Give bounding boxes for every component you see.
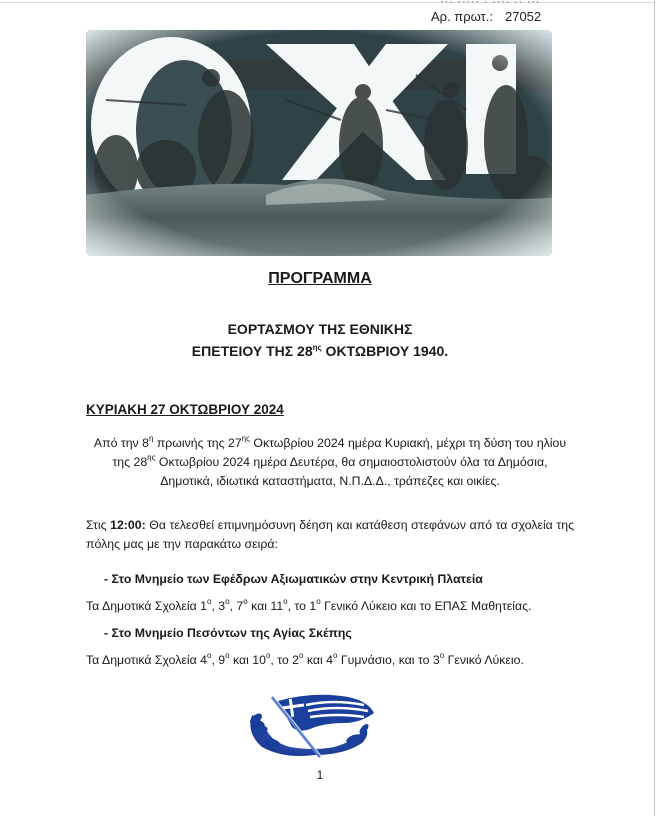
superscript: ο	[332, 651, 338, 660]
greek-flag-laurel-emblem-icon	[244, 693, 380, 759]
subtitle-line-1: ΕΟΡΤΑΣΜΟΥ ΤΗΣ ΕΘΝΙΚΗΣ	[227, 321, 413, 337]
superscript: ο	[225, 651, 230, 660]
protocol-number	[431, 9, 541, 24]
oxi-banner-image	[86, 30, 552, 256]
text: , 7	[229, 599, 244, 613]
page-number: 1	[316, 768, 324, 782]
subtitle-text: ΕΠΕΤΕΙΟΥ ΤΗΣ 28	[191, 343, 313, 359]
text: Από την 8	[93, 436, 149, 450]
location-1-schools	[86, 599, 531, 613]
superscript: ο	[299, 651, 304, 660]
text: Οκτωβρίου 2024 ημέρα Κυριακή, μέχρι τη δύση του ηλίου της 28	[112, 436, 567, 469]
document-subtitle	[0, 318, 640, 362]
location-2-heading: - Στο Μνημείο Πεσόντων της Αγίας Σκέπης	[104, 626, 352, 640]
text: , 9	[211, 653, 226, 667]
ceremony-time: 12:00:	[110, 518, 146, 532]
cutoff-header-text: ··· ····· · ···· ·· ···	[440, 0, 541, 8]
protocol-value: 27052	[504, 9, 542, 24]
page-top-edge	[0, 2, 655, 3]
text: Γενικό Λύκειο και το ΕΠΑΣ Μαθητείας.	[320, 599, 532, 613]
superscript: ο	[265, 651, 271, 660]
superscript: ο	[225, 597, 230, 606]
subtitle-line-2	[0, 340, 640, 362]
text: και 4	[303, 653, 333, 667]
document-title: ΠΡΟΓΡΑΜΜΑ	[268, 270, 372, 287]
protocol-label: Αρ. πρωτ.:	[431, 9, 493, 24]
text: Γενικό Λύκειο.	[444, 653, 524, 667]
superscript: ο	[283, 597, 288, 606]
superscript: η	[148, 434, 154, 443]
location-1-heading: - Στο Μνημείο των Εφέδρων Αξιωματικών στην Κεντρική Πλατεία	[104, 572, 483, 586]
superscript: ο	[439, 651, 445, 660]
text: Γυμνάσιο, και το 3	[337, 653, 440, 667]
historical-soldiers-photo-icon	[86, 30, 552, 256]
flag-display-paragraph	[86, 434, 574, 491]
text: , το 2	[270, 653, 300, 667]
text: Τα Δημοτικά Σχολεία 1	[86, 599, 207, 613]
superscript: ο	[243, 597, 248, 606]
superscript: ο	[206, 651, 212, 660]
superscript: ο	[316, 597, 321, 606]
text: Τα Δημοτικά Σχολεία 4	[86, 653, 207, 667]
page-right-edge	[654, 0, 655, 816]
subtitle-text: ΟΚΤΩΒΡΙΟΥ 1940.	[321, 343, 449, 359]
text: , 3	[211, 599, 226, 613]
text: Οκτωβρίου 2024 ημέρα Δευτέρα, θα σημαιοστολιστούν όλα τα Δημόσια, Δημοτικά, ιδιωτικά καταστήματα, Ν.Π.Δ.Δ., τράπεζες και οικίες.	[155, 455, 548, 488]
text: πρωινής της 27	[153, 436, 242, 450]
text: και 10	[229, 653, 266, 667]
superscript: ης	[312, 343, 322, 352]
superscript: ης	[241, 434, 250, 443]
text: και 11	[247, 599, 284, 613]
text: Στις	[86, 518, 111, 532]
superscript: ης	[147, 453, 156, 462]
location-2-schools	[86, 653, 524, 667]
date-heading: ΚΥΡΙΑΚΗ 27 ΟΚΤΩΒΡΙΟΥ 2024	[86, 402, 284, 417]
text: , το 1	[287, 599, 317, 613]
ceremony-paragraph	[86, 516, 574, 554]
text: Θα τελεσθεί επιμνημόσυνη δέηση και κατάθεση στεφάνων από τα σχολεία της πόλης μας με την παρακάτω σειρά:	[86, 518, 574, 551]
superscript: ο	[206, 597, 212, 606]
